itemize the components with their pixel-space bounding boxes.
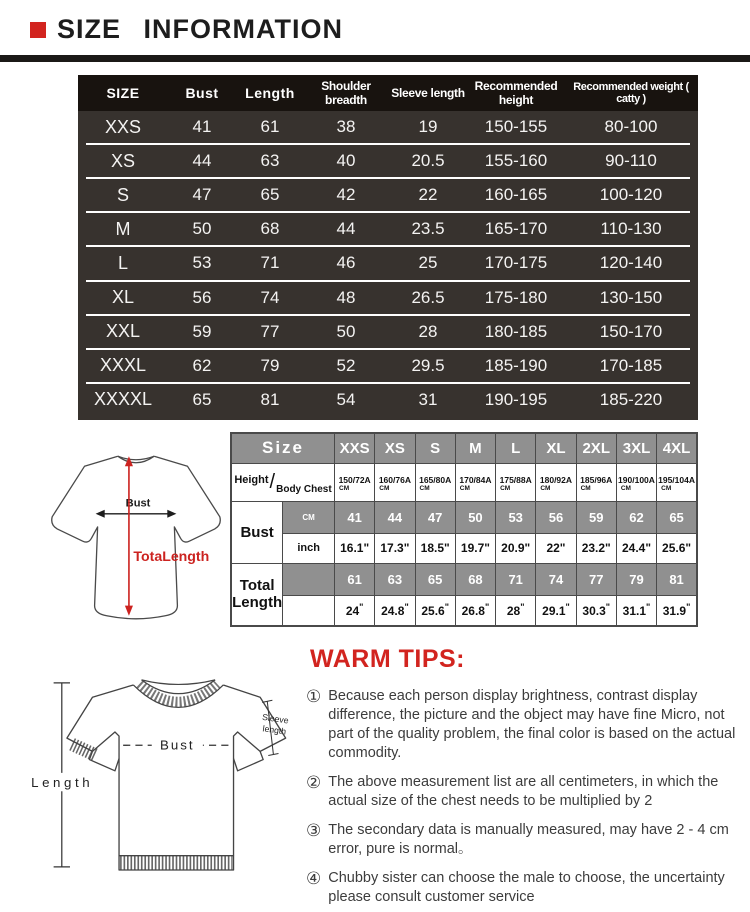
tshirt-outline-bottom [25,656,301,902]
size-table-cell: 74 [260,287,280,307]
tshirt-measure-diagram-bottom [25,656,301,907]
size-table-cell: 20.5 [411,151,445,171]
size-table-cell: 22 [418,185,438,205]
size-table-cell: 23.5 [411,219,445,239]
height-unit: CM [459,484,470,492]
bust-cm-cell: 47 [415,501,455,533]
size-table-cell: 79 [260,355,280,375]
size-table-cell: 130-150 [599,287,663,307]
height-value: 160/76A [378,474,411,485]
table-row [78,213,698,245]
total-inch-value: 24.8 [381,604,405,619]
total-cm-cell: 81 [657,563,697,595]
size-table-cell: 190-195 [484,389,548,409]
total-inch-cell [375,595,415,626]
size-table-cell: XL [111,287,135,308]
table-row [78,316,698,348]
detail-size-cell: 4XL [657,433,697,463]
size-table-cell: 65 [192,389,212,409]
size-table-cell: 77 [260,321,280,341]
size-table-cell: 26.5 [411,287,445,307]
size-table-cell: 47 [192,185,212,205]
size-table-cell: 68 [260,219,280,239]
size-table-cell: 44 [192,151,212,171]
inch-unit-cell: inch [283,533,335,563]
detail-size-header: Size [231,433,335,463]
total-inch-value: 24 [345,604,360,619]
detail-size-cell: 2XL [576,433,616,463]
size-table-header-row [78,75,698,111]
bust-label-bottom: Bust [159,737,195,753]
bust-inch-cell: 16.1" [335,533,375,563]
size-table-cell: 185-220 [599,389,663,409]
detail-table-row [231,595,697,626]
sleeve-length-label-1: Sleeve [261,711,290,726]
size-table-cell: M [115,218,131,239]
height-unit: CM [379,484,390,492]
inch-mark: " [444,602,449,613]
bust-inch-cell: 25.6" [657,533,697,563]
size-table-cell: 48 [336,287,356,307]
size-table-cell: 54 [336,389,356,409]
warm-tip-item [306,687,744,763]
size-table-cell: 150-155 [484,117,548,137]
bust-inch-cell: 18.5" [415,533,455,563]
inch-mark: " [484,602,490,613]
table-row [78,384,698,416]
table-row [78,350,698,382]
warm-tip-item [306,821,744,859]
total-cm-cell: 79 [616,563,656,595]
height-unit: CM [540,484,551,492]
detail-size-cell: XL [536,433,576,463]
height-body-chest-label [231,463,335,501]
size-table-cell: 52 [336,355,356,375]
size-table-body [78,111,698,420]
size-table-cell: 100-120 [599,185,663,205]
detail-table-row [231,501,697,533]
size-table-cell: 80-100 [604,117,658,137]
tip-text: The secondary data is manually measured, may have 2 - 4 cm error, pure is normal。 [328,822,729,857]
size-table-cell: 19 [418,117,438,137]
size-table-cell: 170-185 [599,355,663,375]
total-inch-cell [335,595,375,626]
table-row [78,179,698,211]
tip-text: The above measurement list are all centimeters, in which the actual size of the chest needs to be multiplied by 2 [328,774,719,809]
bust-inch-cell: 23.2" [576,533,616,563]
bust-cm-cell: 53 [496,501,536,533]
size-table-cell: 42 [336,185,356,205]
inch-mark: " [646,602,651,613]
size-table-cell: 61 [260,117,280,137]
height-unit: CM [620,484,631,492]
size-table-cell: 110-130 [600,219,662,239]
size-table-cell: 50 [192,219,212,239]
height-value-cell [455,463,495,501]
inch-mark: " [605,602,611,613]
detail-size-cell: 3XL [616,433,656,463]
empty-unit-cell [283,563,335,595]
bust-cm-cell: 59 [576,501,616,533]
height-value: 185/96A [580,474,613,485]
total-length-label: TotaLength [133,548,210,565]
total-cm-cell: 65 [415,563,455,595]
total-inch-value: 31.9 [662,604,687,619]
total-cm-cell: 63 [375,563,415,595]
size-table-column-header: Bust [185,85,219,101]
slash: / [269,470,276,493]
total-inch-value: 26.8 [461,604,485,619]
total-inch-value: 25.6 [421,604,445,619]
size-table-cell: 150-170 [599,321,663,341]
size-table-cell: XXS [104,116,142,137]
size-table-column-header: Length [245,85,295,101]
height-unit: CM [661,484,672,492]
height-value-cell [576,463,616,501]
total-cm-cell: 71 [496,563,536,595]
size-table-cell: S [116,184,129,205]
detail-size-cell: XXS [335,433,375,463]
detail-size-table [230,432,698,627]
total-inch-value: 31.1 [622,604,647,619]
size-table-cell: 81 [260,389,280,409]
tip-text: Chubby sister can choose the male to choose, the uncertainty please consult customer service [328,870,725,905]
size-table-cell: XXXXL [93,389,153,410]
bust-cm-cell: 65 [657,501,697,533]
size-table-cell: XXXL [99,355,147,376]
tip-number-icon: ③ [306,821,322,840]
height-value: 190/100A [618,474,655,485]
height-value: 150/72A [338,474,371,485]
size-table-cell: 29.5 [411,355,445,375]
size-table-cell: 46 [336,253,356,273]
size-table-cell: 165-170 [484,219,548,239]
total-inch-cell [415,595,455,626]
height-unit: CM [580,484,591,492]
table-row [78,247,698,279]
size-table-cell: 185-190 [484,355,548,375]
size-table-column-header: SIZE [106,85,140,101]
size-table-cell: 28 [418,321,438,341]
warm-tips-section [306,645,744,912]
size-table-cell: 170-175 [484,253,548,273]
bust-row-label: Bust [231,501,283,563]
warm-tip-item [306,869,744,907]
size-table-cell: 90-110 [605,151,657,171]
size-table-column-header: Shoulder breadth [321,79,371,107]
total-cm-cell: 68 [455,563,495,595]
total-inch-cell [616,595,656,626]
bust-inch-cell: 19.7" [455,533,495,563]
bust-cm-cell: 62 [616,501,656,533]
total-inch-value: 30.3 [582,604,606,619]
total-cm-cell: 74 [536,563,576,595]
height-value-cell [536,463,576,501]
size-table-cell: 56 [192,287,212,307]
empty-unit-cell [283,595,335,626]
warm-tips-title: WARM TIPS: [310,645,465,673]
height-unit: CM [339,484,350,492]
tip-number-icon: ① [306,687,322,706]
bust-cm-cell: 44 [375,501,415,533]
total-inch-cell [455,595,495,626]
tshirt-measure-diagram-top [40,436,232,643]
size-table-cell: 31 [418,389,438,409]
bust-cm-cell: 56 [536,501,576,533]
size-table-cell: 155-160 [484,151,548,171]
size-table-column-header: Recommended height [474,79,558,107]
total-label-line2: Length [232,594,283,612]
size-table-cell: 71 [260,253,280,273]
inch-mark: " [359,602,364,613]
tip-number-icon: ④ [306,869,322,888]
height-unit: CM [500,484,511,492]
detail-table-row [231,463,697,501]
height-value: 180/92A [539,474,573,485]
warm-tips-list [306,687,744,907]
size-table-cell: 160-165 [484,185,548,205]
bust-cm-cell: 50 [455,501,495,533]
total-inch-cell [496,595,536,626]
header-divider [0,55,750,62]
height-value-cell [415,463,455,501]
size-table-cell: 40 [336,151,356,171]
size-table-cell: 62 [192,355,212,375]
size-table-cell: 180-185 [484,321,548,341]
tip-text: Because each person display brightness, contrast display difference, the picture and the object may have fine Micro, not part of the quality problem, the final color is based on the actual commodity. [328,688,736,761]
detail-size-cell: M [455,433,495,463]
table-row [78,145,698,177]
detail-table-row [231,433,697,463]
detail-table-row [231,563,697,595]
body-chest-label: Body Chest [276,483,332,495]
size-table-cell: 25 [418,253,438,273]
bust-inch-cell: 24.4" [616,533,656,563]
total-inch-cell [657,595,697,626]
sleeve-length-label-2: length [262,723,287,737]
size-table-cell: 59 [192,321,212,341]
detail-size-cell: S [415,433,455,463]
height-label: Height [234,473,269,486]
height-value: 175/88A [499,474,532,485]
total-label-line1: Total [239,577,275,595]
warm-tip-item [306,773,744,811]
height-value: 165/80A [419,474,452,485]
height-value-cell [375,463,415,501]
height-unit: CM [419,484,430,492]
detail-size-cell: XS [375,433,415,463]
tshirt-outline-top [40,436,232,638]
inch-mark: " [686,602,691,613]
size-table-column-header: Sleeve length [391,86,465,100]
size-table-cell: 38 [336,117,356,137]
page-header [30,14,343,45]
length-label: Length [31,775,94,791]
total-inch-cell [536,595,576,626]
total-inch-value: 29.1 [542,604,566,619]
inch-mark: " [404,602,409,613]
height-value: 195/104A [658,474,695,485]
tip-number-icon: ② [306,773,322,792]
size-table-cell: 63 [260,151,280,171]
size-table-cell: 50 [336,321,356,341]
cm-unit-cell: CM [283,501,335,533]
size-table-cell: 175-180 [484,287,548,307]
height-value-cell [616,463,656,501]
total-inch-cell [576,595,616,626]
detail-size-table-grid [230,432,698,627]
total-length-row-label [231,563,283,626]
page-title: SIZE INFORMATION [57,14,343,44]
size-table-cell: 44 [336,219,356,239]
bust-inch-cell: 17.3" [375,533,415,563]
size-table [78,75,698,420]
size-table-cell: 41 [192,117,212,137]
height-value-cell [496,463,536,501]
height-value: 170/84A [459,474,492,485]
size-table-cell: L [117,252,128,273]
total-inch-value: 28 [506,604,521,619]
table-row [78,282,698,314]
table-row [78,111,698,143]
size-table-column-header: Recommended weight ( catty ) [573,81,689,105]
bust-cm-cell: 41 [335,501,375,533]
bust-label: Bust [125,497,151,510]
red-square-bullet-icon [30,22,46,38]
inch-mark: " [520,602,525,613]
inch-mark: " [565,602,570,613]
size-table-cell: 65 [260,185,280,205]
bust-inch-cell: 22" [536,533,576,563]
size-table-cell: XXL [105,321,141,342]
bust-inch-cell: 20.9" [496,533,536,563]
detail-size-cell: L [496,433,536,463]
height-value-cell [335,463,375,501]
total-cm-cell: 77 [576,563,616,595]
size-table-cell: XS [110,150,135,171]
size-table-cell: 120-140 [599,253,663,273]
size-table-cell: 53 [192,253,212,273]
total-cm-cell: 61 [335,563,375,595]
detail-table-row [231,533,697,563]
height-value-cell [657,463,697,501]
